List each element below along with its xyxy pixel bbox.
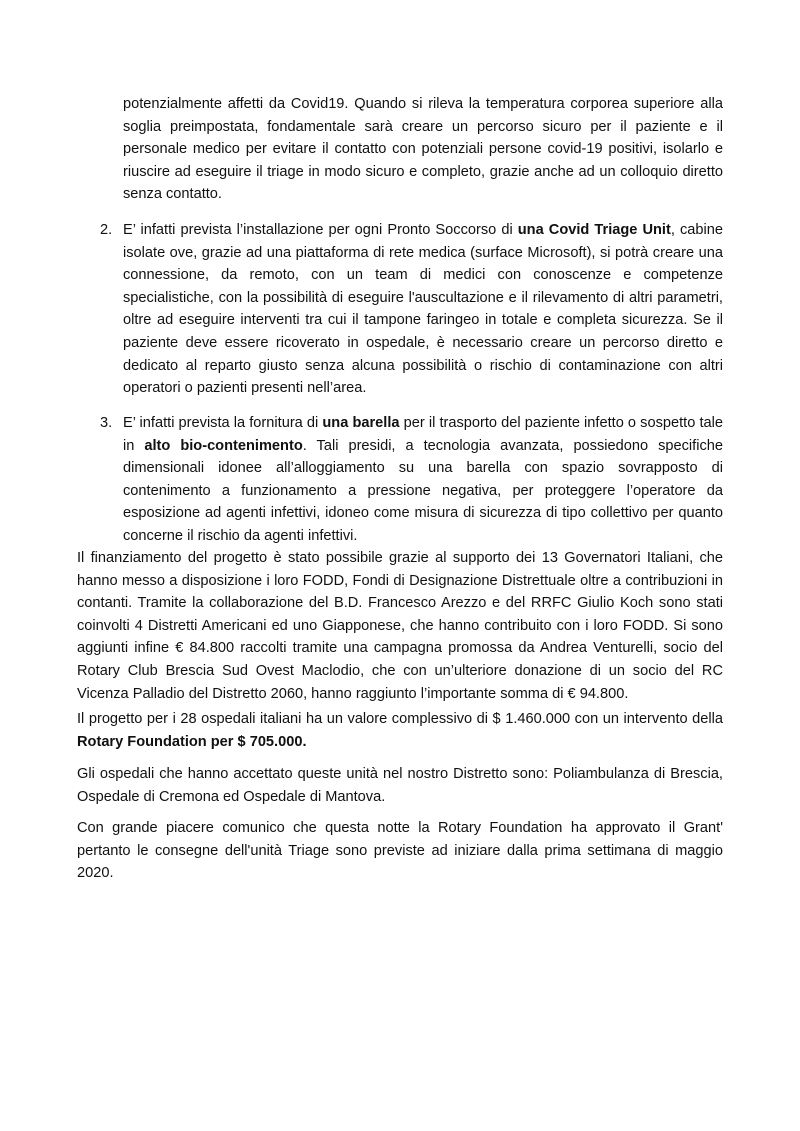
list-text-2-after: , cabine isolate ove, grazie ad una piattaforma di rete medica (surface Microsoft), si potrà creare una connessione, da remoto, con un team di medici con conoscenze e competenze specialistiche, con la possibilità di eseguire l'auscultazione e il rilevamento di altri parametri, oltre ad eseguire interventi tra cui il tampone faringeo in totale e completa sicurezza. Se il paziente deve essere ricoverato in ospedale, è necessario creare un percorso diretto e dedicato al reparto giusto senza alcuna possibilità o rischio di contaminazione con altri operatori o pazienti presenti nell’area. <box>123 222 723 397</box>
list-number-3: 3. <box>100 415 113 431</box>
barella-bold: una barella <box>322 415 400 431</box>
project-value-text: Il progetto per i 28 ospedali italiani ha un valore complessivo di $ 1.460.000 con un intervento della <box>77 711 723 727</box>
hospitals-paragraph: Gli ospedali che hanno accettato queste unità nel nostro Distretto sono: Poliambulanza di Brescia, Ospedale di Cremona ed Ospedale di Mantova. <box>77 766 723 805</box>
list-number-2: 2. <box>100 222 113 238</box>
bio-containment-bold: alto bio-contenimento <box>144 437 303 454</box>
funding-paragraph: Il finanziamento del progetto è stato possibile grazie al supporto dei 13 Governatori Italiani, che hanno messo a disposizione i loro FODD, Fondi di Designazione Distrettuale oltre a contribuzioni in contanti. Tramite la collaborazione del B.D. Francesco Arezzo e del RRFC Giulio Koch sono stati coinvolti 4 Distretti Americani ed uno Giapponese, che hanno contribuito con i loro FODD. Si sono aggiunti infine € 84.800 raccolti tramite una campagna promossa da Andrea Venturelli, socio del Rotary Club Brescia Sud Ovest Maclodio, che con un’ulteriore donazione di un socio del RC Vicenza Palladio del Distretto 2060, hanno raggiunto l’importante somma di € 94.800. <box>77 550 723 702</box>
list-text-3 <box>123 412 723 548</box>
list-text-3-after: . Tali presidi, a tecnologia avanzata, possiedono specifiche dimensionali idonee all’alloggiamento su una barella con spazio sovrapposto di contenimento a funzionamento a pressione negativa, per proteggere l’operatore da esposizione ad agenti infettivi, idoneo come misura di sicurezza di tipo collettivo per quanto concerne il rischio da agenti infettivi. <box>123 437 723 544</box>
list-text-3-middle: per il trasporto del paziente infetto o sospetto tale in <box>123 415 723 454</box>
rotary-foundation-bold: Rotary Foundation per $ 705.000. <box>77 733 307 750</box>
list-text-2-before: E’ infatti prevista l’installazione per ogni Pronto Soccorso di <box>123 222 518 238</box>
list-text-3-before: E’ infatti prevista la fornitura di <box>123 415 323 431</box>
grant-paragraph: Con grande piacere comunico che questa notte la Rotary Foundation ha approvato il Grant' pertanto le consegne dell'unità Triage sono previste ad iniziare dalla prima settimana di maggio 2020. <box>77 820 723 882</box>
continuation-paragraph <box>123 93 723 206</box>
list-text-2 <box>123 219 723 400</box>
covid-triage-unit-bold: una Covid Triage Unit <box>517 222 671 238</box>
project-value-paragraph <box>77 708 723 753</box>
continuation-text: potenzialmente affetti da Covid19. Quando si rileva la temperatura corporea superiore alla soglia preimpostata, fondamentale sarà creare un percorso sicuro per il paziente e il personale medico per evitare il contatto con potenziali persone covid-19 positivi, isolarlo e riuscire ad eseguire il triage in modo sicuro e completo, grazie anche ad un colloquio diretto senza contatto. <box>123 96 723 203</box>
